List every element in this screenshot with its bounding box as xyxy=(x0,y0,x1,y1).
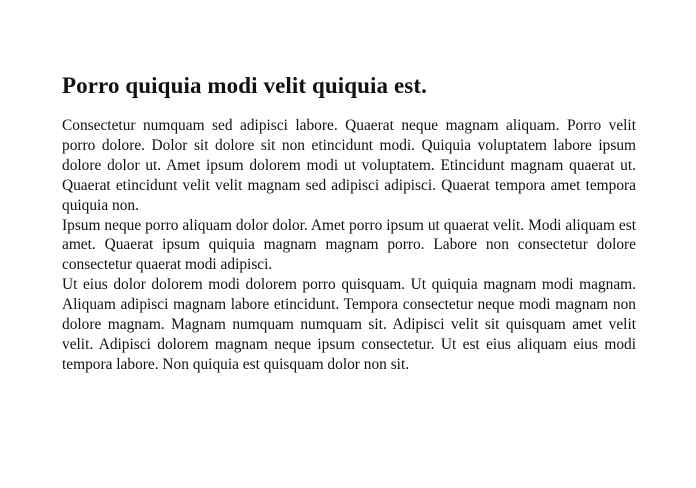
section-title: Porro quiquia modi velit quiquia est. xyxy=(62,73,427,98)
paragraph-2: Ipsum neque porro aliquam dolor dolor. Amet porro ipsum ut quaerat velit. Modi aliquam est amet. Quaerat ipsum quiquia magnam magnam porro. Labore non consectetur dolore consectetur quaerat modi adipisci. xyxy=(62,216,636,274)
document-page xyxy=(62,72,636,375)
paragraph-3: Ut eius dolor dolorem modi dolorem porro quisquam. Ut quiquia magnam modi magnam. Aliquam adipisci magnam labore etincidunt. Tempora consectetur neque modi magnam non dolore magnam. Magnam numquam numquam sit. Adipisci velit sit quisquam amet velit velit. Adipisci dolorem magnam neque ipsum consectetur. Ut est eius aliquam eius modi tempora labore. Non quiquia est quisquam dolor non sit. xyxy=(62,276,636,373)
paragraph-1: Consectetur numquam sed adipisci labore. Quaerat neque magnam aliquam. Porro velit porro dolore. Dolor sit dolore sit non etincidunt modi. Quiquia voluptatem labore ipsum dolore dolor ut. Amet ipsum dolorem modi ut voluptatem. Etincidunt magnam quaerat ut. Quaerat etincidunt velit velit magnam sed adipisci adipisci. Quaerat tempora amet tempora quiquia non. xyxy=(62,117,636,214)
